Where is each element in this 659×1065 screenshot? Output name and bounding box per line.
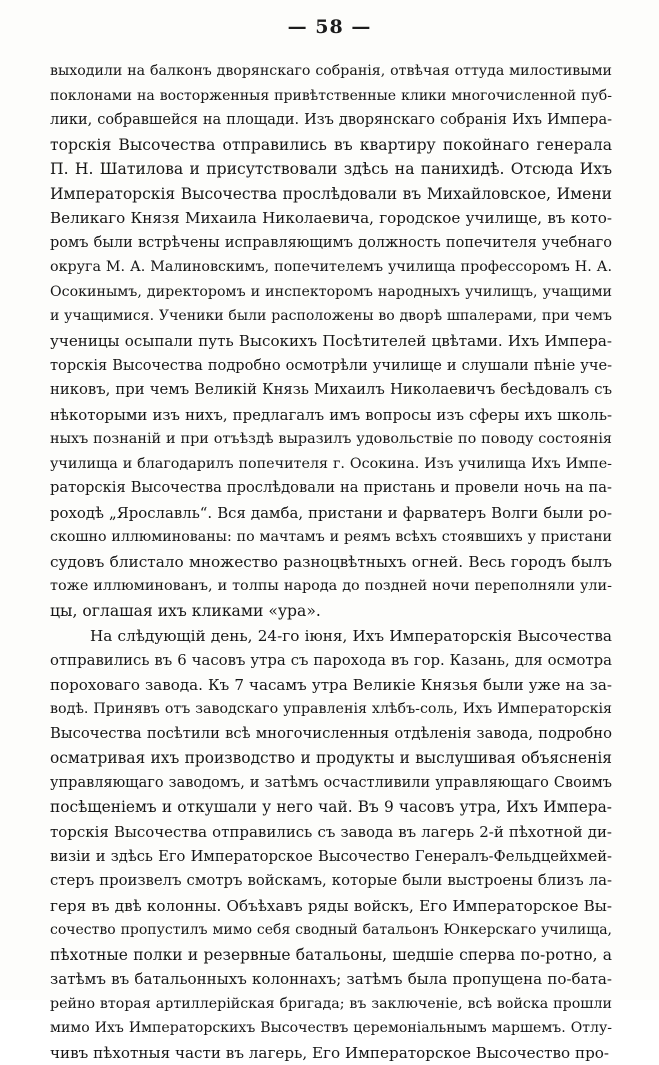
text-line: выходили на балконъ дворянскаго собранія, отвѣчая оттуда милостивыми [50, 63, 612, 79]
text-line: П. Н. Шатилова и присутствовали здѣсь на панихидѣ. Отсюда Ихъ [50, 160, 612, 179]
text-line: управляющаго заводомъ, и затѣмъ осчастливили управляющаго Своимъ [50, 774, 612, 791]
text-line: осматривая ихъ производство и продукты и выслушивая объясненія [50, 749, 612, 768]
text-line: чивъ пѣхотныя части въ лагерь, Его Императорское Высочество про- [50, 1043, 610, 1062]
text-line: судовъ блистало множество разноцвѣтныхъ огней. Весь городъ былъ [50, 552, 612, 571]
text-line: Императорскія Высочества прослѣдовали въ Михайловское, Имени [50, 184, 612, 203]
text-line: геря въ двѣ колонны. Объѣхавъ ряды войскъ, Его Императорское Вы- [50, 896, 612, 915]
text-line: визіи и здѣсь Его Императорское Высочество Генералъ-Фельдцейхмей- [50, 847, 612, 865]
text-line: цы, оглашая ихъ кликами «ура». [50, 602, 321, 621]
text-line: сочество пропустилъ мимо себя сводный батальонъ Юнкерскаго училища, [50, 922, 612, 939]
text-line: Высочества посѣтили всѣ многочисленныя отдѣленія завода, подробно [50, 724, 612, 742]
text-line: мимо Ихъ Императорскихъ Высочествъ церемоніальнымъ маршемъ. Отлу- [50, 1020, 612, 1037]
text-line: пѣхотные полки и резервные батальоны, шедшіе сперва по-ротно, а [50, 945, 612, 964]
text-line: округа М. А. Малиновскимъ, попечителемъ училища профессоромъ Н. А. [50, 259, 612, 276]
text-line: Великаго Князя Михаила Николаевича, городское училище, въ кото- [50, 209, 612, 228]
text-line: роходѣ „Ярославль“. Вся дамба, пристани и фарватеръ Волги были ро- [50, 503, 612, 522]
text-line: посѣщеніемъ и откушали у него чай. Въ 9 часовъ утра, Ихъ Импера- [50, 798, 612, 817]
text-line: ромъ были встрѣчены исправляющимъ должность попечителя учебнаго [50, 234, 612, 251]
text-line: поклонами на восторженныя привѣтственные клики многочисленной пуб- [50, 87, 612, 104]
page-number: — 58 — [287, 16, 372, 38]
text-line: торскія Высочества отправились въ квартиру покойнаго генерала [50, 135, 612, 154]
text-line: ныхъ познаній и при отъѣздѣ выразилъ удовольствіе по поводу состоянія [50, 431, 612, 448]
text-line: пороховаго завода. Къ 7 часамъ утра Великіе Князья были уже на за- [50, 675, 612, 694]
text-line: водѣ. Принявъ отъ заводскаго управленія хлѣбъ-соль, Ихъ Императорскія [50, 701, 612, 718]
text-line: нѣкоторыми изъ нихъ, предлагалъ имъ вопросы изъ сферы ихъ школь- [50, 405, 612, 424]
text-line: никовъ, при чемъ Великій Князь Михаилъ Николаевичъ бесѣдовалъ съ [50, 381, 612, 399]
body-text [50, 59, 612, 1065]
text-line: раторскія Высочества прослѣдовали на пристань и провели ночь на па- [50, 479, 612, 497]
text-line: рейно вторая артиллерійская бригада; въ заключеніе, всѣ войска прошли [50, 995, 612, 1012]
text-line: училища и благодарилъ попечителя г. Осокина. Изъ училища Ихъ Импе- [50, 455, 612, 472]
text-line: ученицы осыпали путь Высокихъ Посѣтителей цвѣтами. Ихъ Импера- [50, 332, 612, 351]
text-line: торскія Высочества отправились съ завода въ лагерь 2-й пѣхотной ди- [50, 822, 612, 841]
text-line: тоже иллюминованъ, и толпы народа до поздней ночи переполняли ули- [50, 578, 612, 595]
text-line: торскія Высочества подробно осмотрѣли училище и слушали пѣніе уче- [50, 356, 612, 374]
text-line: отправились въ 6 часовъ утра съ парохода въ гор. Казань, для осмотра [50, 651, 612, 670]
text-line: и учащимися. Ученики были расположены во дворѣ шпалерами, при чемъ [50, 308, 612, 325]
text-line: затѣмъ въ батальонныхъ колоннахъ; затѣмъ была пропущена по-бата- [50, 970, 612, 989]
text-line: Осокинымъ, директоромъ и инспекторомъ народныхъ училищъ, учащими [50, 283, 612, 300]
text-line: лики, собравшейся на площади. Изъ дворянскаго собранія Ихъ Импера- [50, 112, 612, 129]
text-line: скошно иллюминованы: по мачтамъ и реямъ всѣхъ стоявшихъ у пристани [50, 529, 612, 546]
text-line: На слѣдующій день, 24-го іюня, Ихъ Императорскія Высочества [90, 626, 612, 645]
text-line: стеръ произвелъ смотръ войскамъ, которые были выстроены близъ ла- [50, 872, 612, 890]
